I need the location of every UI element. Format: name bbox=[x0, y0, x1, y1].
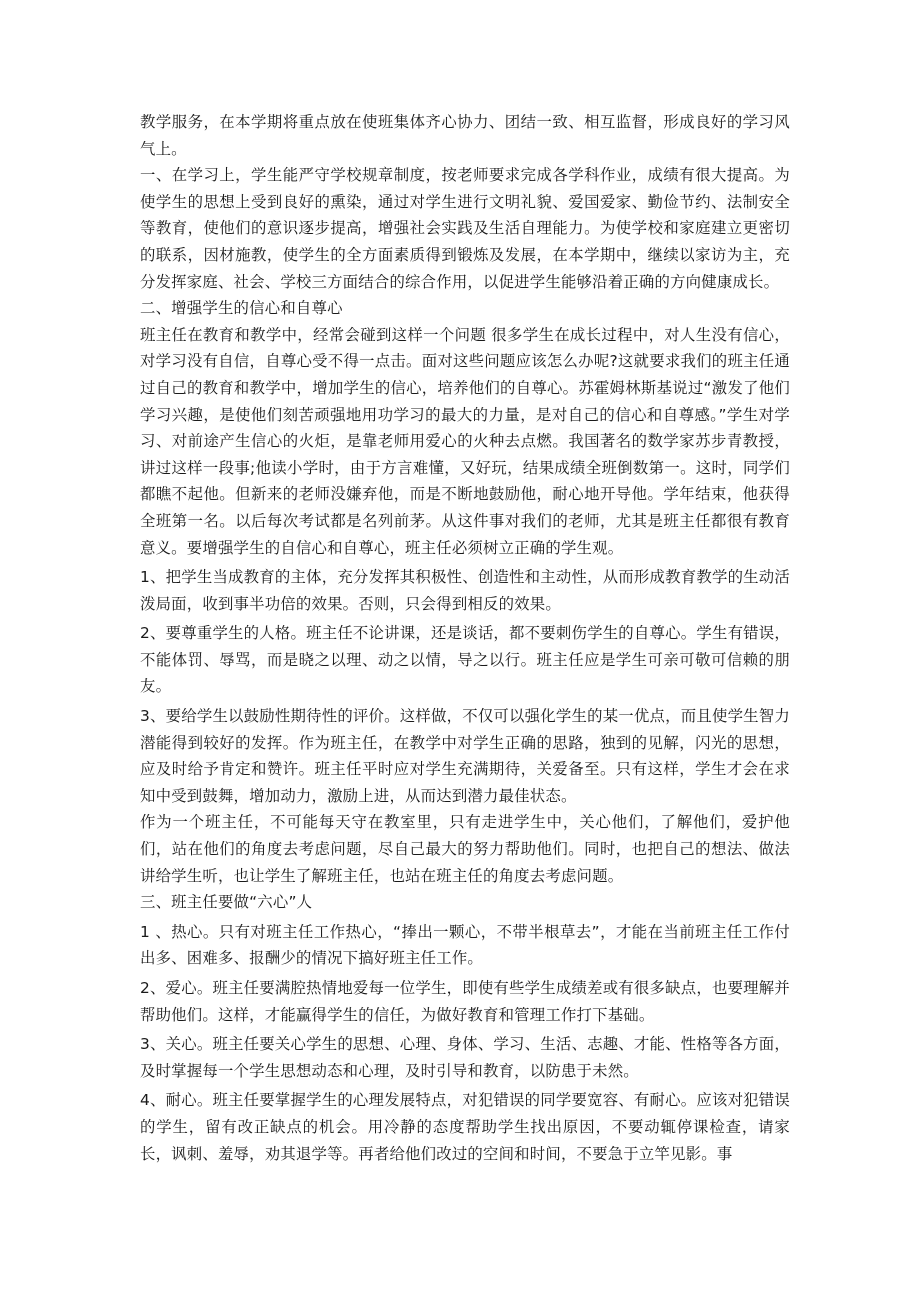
list-item-3-4: 4、耐心。班主任要掌握学生的心理发展特点，对犯错误的同学要宽容、有耐心。应该对犯错误的学生，留有改正缺点的机会。用冷静的态度帮助学生找出原因，不要动辄停课检查，请家长，讽刺、羞辱，劝其退学等。再者给他们改过的空间和时间，不要急于立竿见影。事 bbox=[140, 1091, 790, 1163]
list-item-2-3: 3、要给学生以鼓励性期待性的评价。这样做，不仅可以强化学生的某一优点，而且使学生智力潜能得到较好的发挥。作为班主任，在教学中对学生正确的思路，独到的见解，闪光的思想，应及时给予肯定和赞许。班主任平时应对学生充满期待，关爱备至。只有这样，学生才会在求知中受到鼓舞，增加动力，激励上进，从而达到潜力最佳状态。 bbox=[140, 707, 790, 805]
paragraph-intro: 教学服务，在本学期将重点放在使班集体齐心协力、团结一致、相互监督，形成良好的学习风气上。 bbox=[140, 113, 790, 158]
list-item-3-3: 3、关心。班主任要关心学生的思想、心理、身体、学习、生活、志趣、才能、性格等各方面，及时掌握每一个学生思想动态和心理，及时引导和教育，以防患于未然。 bbox=[140, 1035, 790, 1080]
heading-section-3: 三、班主任要做“六心”人 bbox=[140, 893, 313, 912]
document-body bbox=[140, 109, 790, 1167]
paragraph-section-2-closing: 作为一个班主任，不可能每天守在教室里，只有走进学生中，关心他们，了解他们，爱护他们，站在他们的角度去考虑问题，尽自己最大的努力帮助他们。同时，也把自己的想法、做法讲给学生听，也让学生了解班主任，也站在班主任的角度去考虑问题。 bbox=[140, 813, 790, 885]
paragraph-section-2-body: 班主任在教育和教学中，经常会碰到这样一个问题 很多学生在成长过程中，对人生没有信心，对学习没有自信，自尊心受不得一点击。面对这些问题应该怎么办呢?这就要求我们的班主任通过自己的教育和教学中，增加学生的信心，培养他们的自尊心。苏霍姆林斯基说过“激发了他们学习兴趣，是使他们刻苦顽强地用功学习的最大的力量，是对自己的信心和自尊感。”学生对学习、对前途产生信心的火炬，是靠老师用爱心的火种去点燃。我国著名的数学家苏步青教授，讲过这样一段事;他读小学时，由于方言难懂，又好玩，结果成绩全班倒数第一。这时，同学们都瞧不起他。但新来的老师没嫌弃他，而是不断地鼓励他，耐心地开导他。学年结束，他获得全班第一名。以后每次考试都是名列前茅。从这件事对我们的老师，尤其是班主任都很有教育意义。要增强学生的自信心和自尊心，班主任必须树立正确的学生观。 bbox=[140, 325, 790, 557]
list-item-3-1: 1 、热心。只有对班主任工作热心，“捧出一颗心，不带半根草去”，才能在当前班主任工作付出多、困难多、报酬少的情况下搞好班主任工作。 bbox=[140, 922, 790, 968]
list-item-3-2: 2、爱心。班主任要满腔热情地爱每一位学生，即使有些学生成绩差或有很多缺点，也要理解并帮助他们。这样，才能赢得学生的信任，为做好教育和管理工作打下基础。 bbox=[140, 979, 790, 1024]
heading-section-2: 二、增强学生的信心和自尊心 bbox=[140, 299, 343, 318]
list-item-2-2: 2、要尊重学生的人格。班主任不论讲课，还是谈话，都不要刺伤学生的自尊心。学生有错误，不能体罚、辱骂，而是晓之以理、动之以情，导之以行。班主任应是学生可亲可敬可信赖的朋友。 bbox=[140, 624, 790, 696]
list-item-2-1: 1、把学生当成教育的主体，充分发挥其积极性、创造性和主动性，从而形成教育教学的生动活泼局面，收到事半功倍的效果。否则，只会得到相反的效果。 bbox=[140, 568, 790, 613]
paragraph-section-1: 一、在学习上，学生能严守学校规章制度，按老师要求完成各学科作业，成绩有很大提高。为使学生的思想上受到良好的熏染，通过对学生进行文明礼貌、爱国爱家、勤俭节约、法制安全等教育，使他们的意识逐步提高，增强社会实践及生活自理能力。为使学校和家庭建立更密切的联系，因材施教，使学生的全方面素质得到锻炼及发展，在本学期中，继续以家访为主，充分发挥家庭、社会、学校三方面结合的综合作用，以促进学生能够沿着正确的方向健康成长。 bbox=[140, 166, 790, 291]
